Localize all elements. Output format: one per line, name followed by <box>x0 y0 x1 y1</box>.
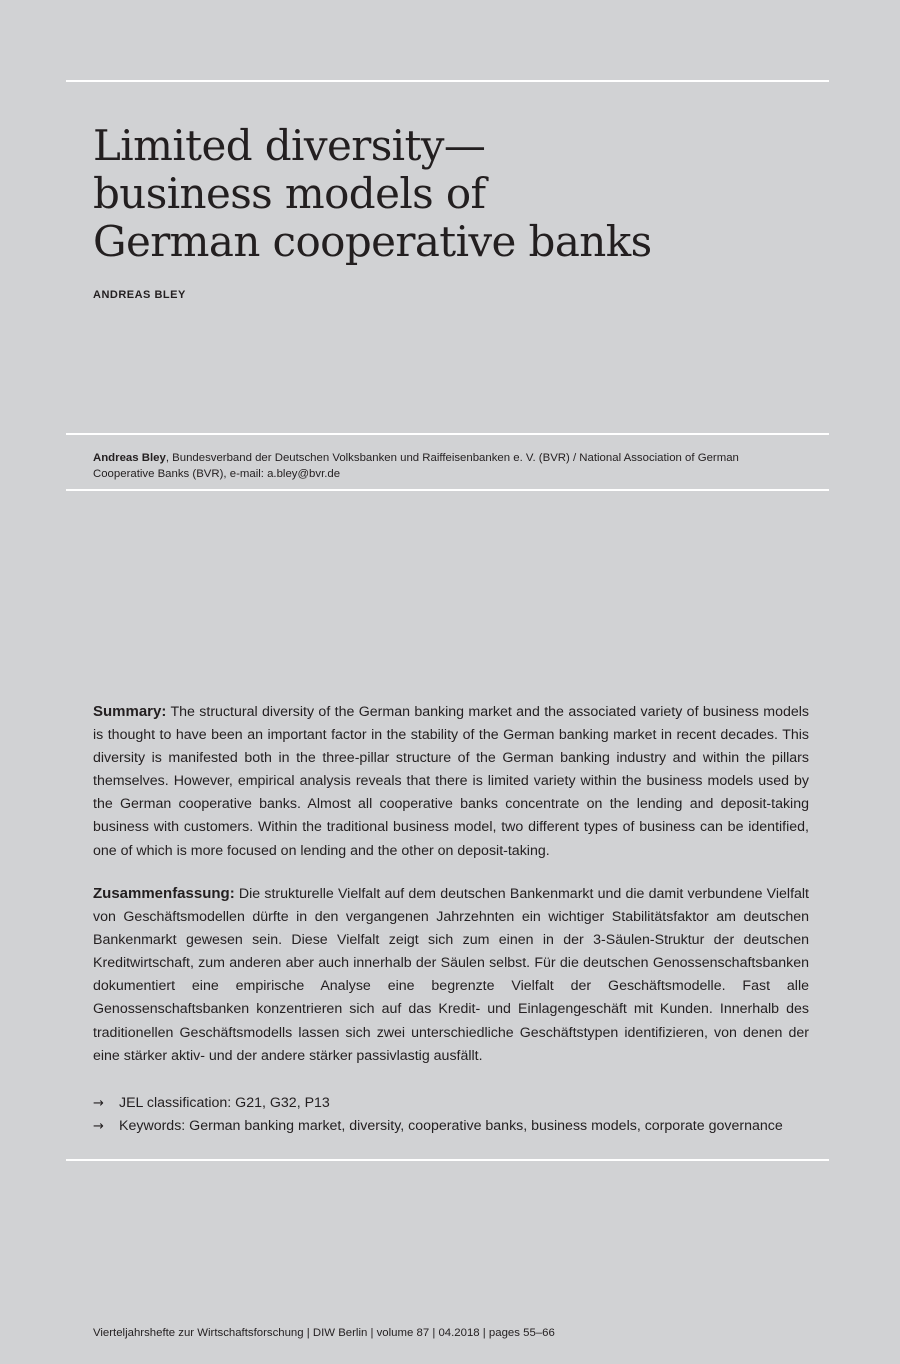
author-affiliation <box>93 450 773 482</box>
affiliation-text: , Bundesverband der Deutschen Volksbanken und Raiffeisenbanken e. V. (BVR) / National Association of German Cooperative Banks (BVR), e-mail: a.bley@bvr.de <box>93 452 739 480</box>
abstract-bottom-divider <box>66 1159 829 1161</box>
zusammenfassung-label: Zusammenfassung: <box>93 885 235 902</box>
top-divider <box>66 80 829 82</box>
german-summary <box>93 882 809 1068</box>
title-line: Limited diversity— <box>93 121 486 170</box>
article-title <box>93 122 813 266</box>
summary-label: Summary: <box>93 703 167 720</box>
author-name: ANDREAS BLEY <box>93 289 186 301</box>
jel-classification <box>93 1092 783 1115</box>
right-arrow-icon: → <box>93 1096 104 1111</box>
title-line: business models of <box>93 169 486 218</box>
keywords-text: Keywords: German banking market, diversity, cooperative banks, business models, corporate governance <box>119 1118 783 1135</box>
title-line: German cooperative banks <box>93 217 652 266</box>
right-arrow-icon: → <box>93 1119 104 1135</box>
summary-text: The structural diversity of the German banking market and the associated variety of business models is thought to have been an important factor in the stability of the German banking market in recent decades. This diversity is manifested both in the three-pillar structure of the German banking industry and within the pillars themselves. However, empirical analysis reveals that there is limited variety within the business models used by the German cooperative banks. Almost all cooperative banks concentrate on the lending and deposit-taking business with customers. Within the traditional business model, two different types of business can be identified, one of which is more focused on lending and the other on deposit-taking. <box>93 704 809 859</box>
zusammenfassung-text: Die strukturelle Vielfalt auf dem deutschen Bankenmarkt und die damit verbundene Vielfalt von Geschäftsmodellen dürfte in den vergangenen Jahrzehnten ein wichtiger Stabilitätsfaktor am deutschen Bankenmarkt gewesen sein. Diese Vielfalt zeigt sich zum einen in der 3-Säulen-Struktur der deutschen Kreditwirtschaft, zum anderen aber auch innerhalb der Säulen selbst. Für die deutschen Genossenschaftsbanken dokumentiert eine empirische Analyse eine begrenzte Vielfalt der Geschäftsmodelle. Fast alle Genossenschaftsbanken konzentrieren sich auf das Kredit- und Einlagengeschäft mit Kunden. Innerhalb des traditionellen Geschäftsmodells lassen sich zwei unterschiedliche Geschäftstypen identifizieren, von denen der eine stärker aktiv- und der andere stärker passivlastig ausfällt. <box>93 886 809 1064</box>
affiliation-author-name: Andreas Bley <box>93 452 166 464</box>
journal-footer: Vierteljahrshefte zur Wirtschaftsforschung | DIW Berlin | volume 87 | 04.2018 | pages 55–66 <box>93 1327 555 1339</box>
affiliation-bottom-divider <box>66 489 829 491</box>
keywords <box>93 1115 783 1138</box>
classification-list <box>93 1092 783 1138</box>
english-summary <box>93 700 809 863</box>
affiliation-top-divider <box>66 433 829 435</box>
jel-text: JEL classification: G21, G32, P13 <box>119 1095 330 1111</box>
